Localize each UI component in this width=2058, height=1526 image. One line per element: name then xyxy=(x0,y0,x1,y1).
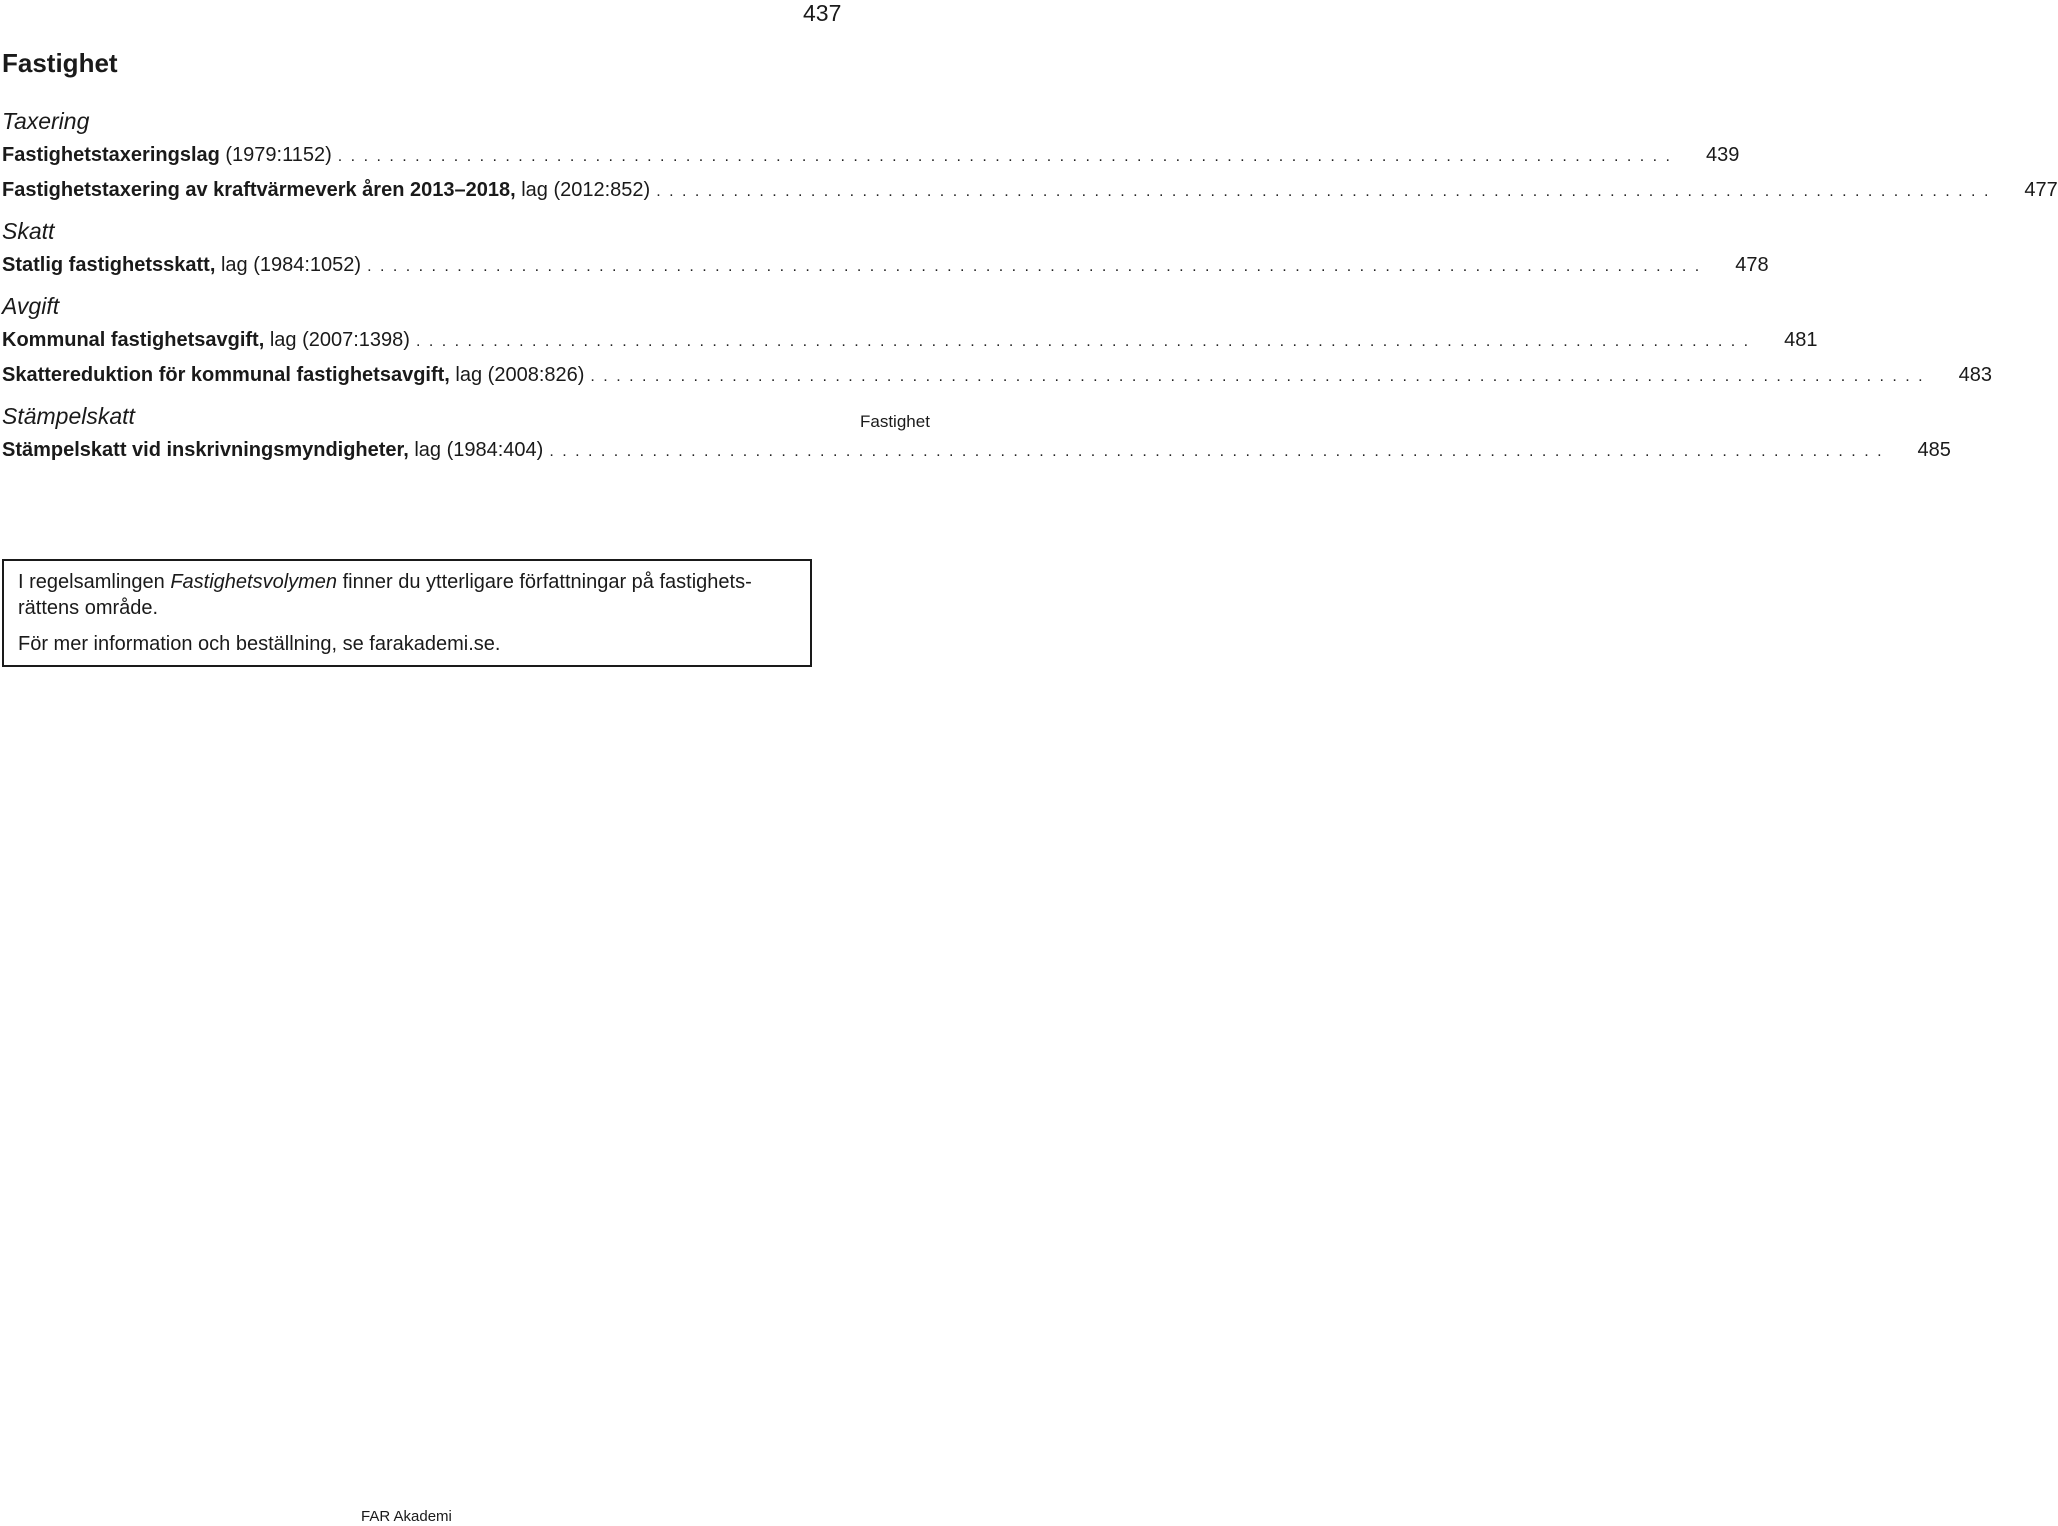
entry-page-number: 478 xyxy=(1735,254,1769,276)
entry-page-number: 439 xyxy=(1705,144,1740,166)
section-taxering xyxy=(2,106,2058,204)
entry-title: Skattereduktion för kommunal fastighetsavgift, lag (2008:826) xyxy=(2,364,585,386)
section-heading: Skatt xyxy=(2,218,55,244)
section-heading: Avgift xyxy=(2,293,60,319)
table-of-contents xyxy=(2,106,2058,473)
entry-title: Kommunal fastighetsavgift, lag (2007:1398) xyxy=(2,329,410,351)
section-heading: Stämpelskatt xyxy=(2,403,135,429)
entry-page-number: 481 xyxy=(1784,329,1818,351)
section-heading: Taxering xyxy=(2,108,90,134)
side-tab-label: Fastighet xyxy=(860,412,930,431)
section-skatt xyxy=(2,216,1769,279)
dot-leader: . . . . . . . . . . . . . . . . . . . . . . . . . . . . . . . . . . . . . . . . . . . . . . . . . . . . . . . . . . . . . . . . . . . . . . . . . . . . . . . . . . . . . . . . . . . . . . . . . . . . . . . . xyxy=(367,258,1702,275)
entry-title: Statlig fastighetsskatt, lag (1984:1052) xyxy=(2,254,362,276)
dot-leader: . . . . . . . . . . . . . . . . . . . . . . . . . . . . . . . . . . . . . . . . . . . . . . . . . . . . . . . . . . . . . . . . . . . . . . . . . . . . . . . . . . . . . . . . . . . . . . . . . . . . . . . . xyxy=(337,148,1672,165)
toc-entry[interactable] xyxy=(2,178,2058,204)
info-box xyxy=(2,559,812,667)
info-text: I regelsamlingen Fastighetsvolymen finner du ytterligare författningar på fastighetsrättens område. xyxy=(18,571,752,619)
dot-leader: . . . . . . . . . . . . . . . . . . . . . . . . . . . . . . . . . . . . . . . . . . . . . . . . . . . . . . . . . . . . . . . . . . . . . . . . . . . . . . . . . . . . . . . . . . . . . . . . . . . . . . . . xyxy=(656,183,1991,200)
toc-entry[interactable] xyxy=(2,438,1951,464)
entry-page-number: 483 xyxy=(1958,364,1992,386)
section-avgift xyxy=(2,291,1992,389)
entry-title: Fastighetstaxering av kraftvärmeverk åren 2013–2018, lag (2012:852) xyxy=(2,179,651,201)
toc-entry[interactable] xyxy=(2,253,1769,279)
dot-leader: . . . . . . . . . . . . . . . . . . . . . . . . . . . . . . . . . . . . . . . . . . . . . . . . . . . . . . . . . . . . . . . . . . . . . . . . . . . . . . . . . . . . . . . . . . . . . . . . . . . . . . . . xyxy=(590,368,1925,385)
footer-publisher: FAR Akademi xyxy=(361,1508,452,1525)
toc-entry[interactable] xyxy=(2,363,1992,389)
dot-leader: . . . . . . . . . . . . . . . . . . . . . . . . . . . . . . . . . . . . . . . . . . . . . . . . . . . . . . . . . . . . . . . . . . . . . . . . . . . . . . . . . . . . . . . . . . . . . . . . . . . . . . . . xyxy=(415,333,1751,350)
toc-entry[interactable] xyxy=(2,143,1740,169)
page-number: 437 xyxy=(803,0,842,26)
entry-page-number: 485 xyxy=(1917,439,1951,461)
dot-leader: . . . . . . . . . . . . . . . . . . . . . . . . . . . . . . . . . . . . . . . . . . . . . . . . . . . . . . . . . . . . . . . . . . . . . . . . . . . . . . . . . . . . . . . . . . . . . . . . . . . . . . . . xyxy=(549,443,1884,460)
info-order-text: För mer information och beställning, se farakademi.se. xyxy=(18,633,501,655)
entry-title: Stämpelskatt vid inskrivningsmyndigheter, lag (1984:404) xyxy=(2,439,544,461)
entry-page-number: 477 xyxy=(2024,179,2058,201)
entry-title: Fastighetstaxeringslag (1979:1152) xyxy=(2,144,332,166)
toc-entry[interactable] xyxy=(2,328,1818,354)
page-title: Fastighet xyxy=(2,48,118,78)
